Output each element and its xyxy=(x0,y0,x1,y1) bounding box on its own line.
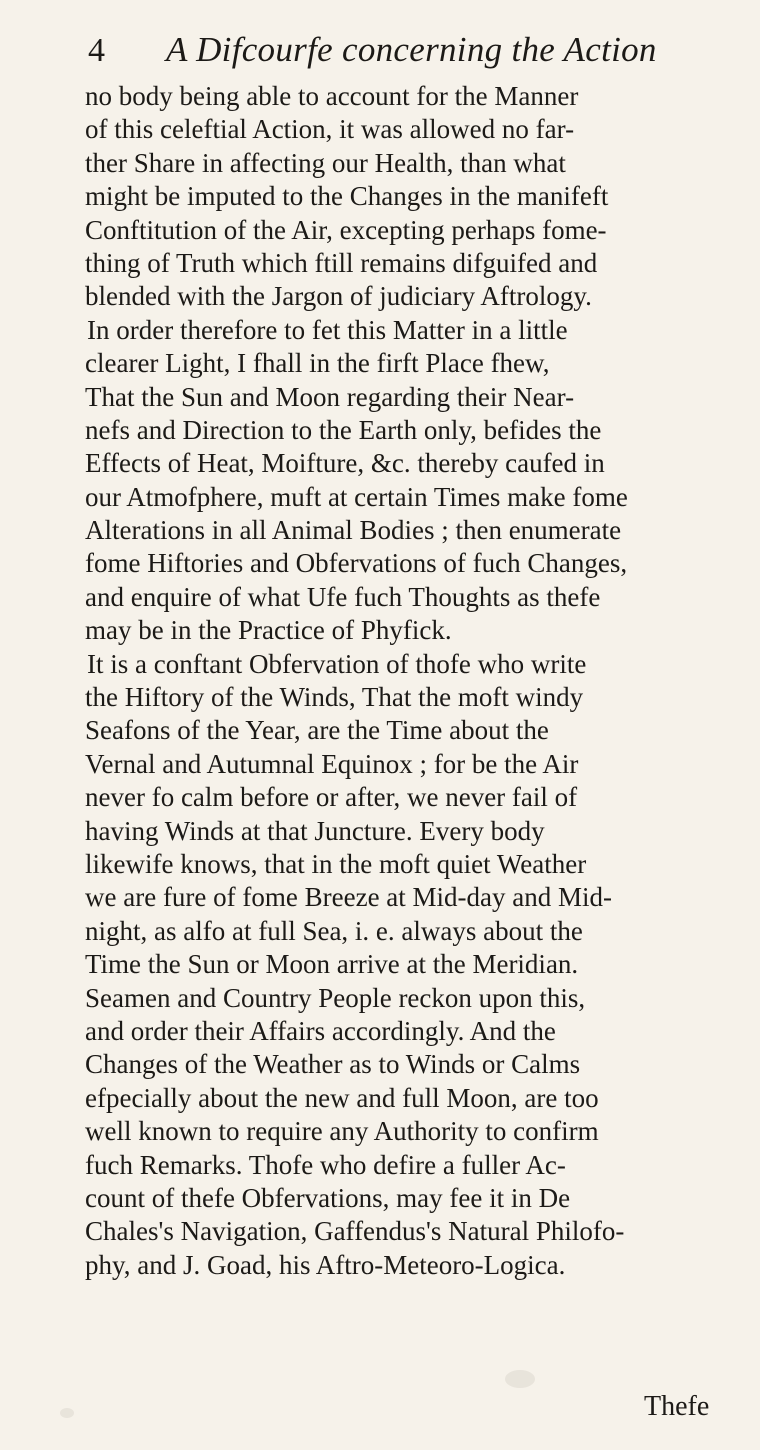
text-line: Conftitution of the Air, excepting perhaps fome- xyxy=(85,214,607,245)
text-line: our Atmofphere, muft at certain Times make fome xyxy=(85,481,628,512)
text-line: night, as alfo at full Sea, i. e. always about the xyxy=(85,915,583,946)
text-line: efpecially about the new and full Moon, are too xyxy=(85,1082,599,1113)
text-line: may be in the Practice of Phyfick. xyxy=(85,615,452,646)
running-title: A Difcourfe concerning the Action xyxy=(166,30,657,69)
text-line: Time the Sun or Moon arrive at the Meridian. xyxy=(85,949,579,980)
page-header xyxy=(88,30,688,74)
text-line: phy, and J. Goad, his Aftro-Meteoro-Logica. xyxy=(85,1249,566,1280)
text-line: That the Sun and Moon regarding their Near- xyxy=(85,381,575,412)
page-number: 4 xyxy=(88,32,105,69)
text-line: nefs and Direction to the Earth only, befides the xyxy=(85,414,602,445)
text-line: Seamen and Country People reckon upon this, xyxy=(85,982,586,1013)
text-line: Changes of the Weather as to Winds or Calms xyxy=(85,1049,581,1080)
text-line: of this celeftial Action, it was allowed no far- xyxy=(85,114,575,145)
text-line: count of thefe Obfervations, may fee it in De xyxy=(85,1182,571,1213)
catchword: Thefe xyxy=(644,1391,710,1422)
text-line: Alterations in all Animal Bodies ; then enumerate xyxy=(85,515,622,546)
text-line: the Hiftory of the Winds, That the moft windy xyxy=(85,682,584,713)
text-line: In order therefore to fet this Matter in a little xyxy=(87,314,568,345)
text-line: thing of Truth which ftill remains difguifed and xyxy=(85,247,598,278)
text-line: never fo calm before or after, we never fail of xyxy=(85,782,578,813)
text-line: blended with the Jargon of judiciary Aftrology. xyxy=(85,281,592,312)
text-line: no body being able to account for the Manner xyxy=(85,81,579,111)
text-line: Vernal and Autumnal Equinox ; for be the Air xyxy=(85,748,579,779)
text-line: Chales's Navigation, Gaffendus's Natural Philofo- xyxy=(85,1216,625,1247)
text-line: might be imputed to the Changes in the manifeft xyxy=(85,181,609,212)
text-line: and order their Affairs accordingly. And the xyxy=(85,1015,556,1046)
text-line: fome Hiftories and Obfervations of fuch Changes, xyxy=(85,548,628,579)
text-line: It is a conftant Obfervation of thofe who write xyxy=(87,648,587,679)
paper-blemish xyxy=(505,1370,535,1388)
text-line: likewife knows, that in the moft quiet Weather xyxy=(85,848,587,879)
text-line: Seafons of the Year, are the Time about the xyxy=(85,715,549,746)
text-line: and enquire of what Ufe fuch Thoughts as thefe xyxy=(85,581,601,612)
text-line: ther Share in affecting our Health, than what xyxy=(85,147,566,178)
body-text xyxy=(85,80,745,1282)
paper-blemish xyxy=(60,1408,74,1418)
text-line: well known to require any Authority to confirm xyxy=(85,1116,599,1147)
text-line: clearer Light, I fhall in the firft Place fhew, xyxy=(85,348,550,379)
text-line: Effects of Heat, Moifture, &c. thereby caufed in xyxy=(85,448,605,479)
text-line: having Winds at that Juncture. Every body xyxy=(85,815,545,846)
text-line: we are fure of fome Breeze at Mid-day and Mid- xyxy=(85,882,613,913)
text-line: fuch Remarks. Thofe who defire a fuller Ac- xyxy=(85,1149,566,1180)
